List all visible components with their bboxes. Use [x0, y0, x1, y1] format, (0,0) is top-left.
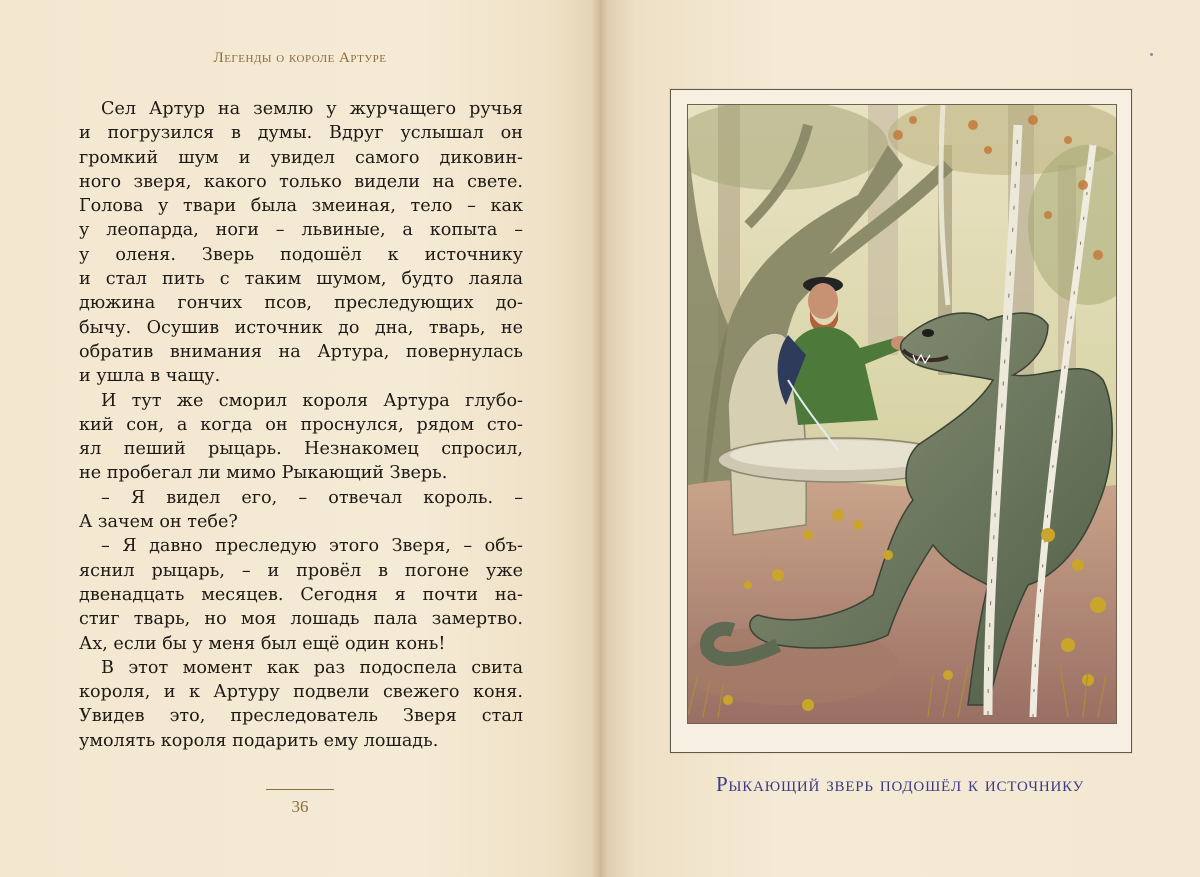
illustration-plate [670, 89, 1132, 753]
page-number: 36 [291, 797, 309, 816]
forest-beast-illustration-icon [687, 104, 1117, 724]
running-head: Легенды о короле Артуре [213, 50, 387, 66]
text-line: Увидев это, преследователь Зверя стал [79, 706, 523, 727]
text-line: – Я давно преследую этого Зверя, – объ- [101, 536, 523, 557]
ink-speck [1150, 53, 1153, 56]
text-line: и ушла в чащу. [79, 366, 221, 387]
text-line: у оленя. Зверь подошёл к источнику [79, 244, 523, 265]
text-line: двенадцать месяцев. Сегодня я почти на- [79, 584, 523, 605]
text-line: и погрузился в думы. Вдруг услышал он [79, 123, 523, 144]
text-line: у леопарда, ноги – львиные, а копыта – [79, 220, 523, 241]
text-line: яснил рыцарь, – и провёл в погоне уже [79, 560, 523, 581]
text-line: бычу. Осушив источник до дна, тварь, не [79, 317, 523, 338]
text-line: кий сон, а когда он проснулся, рядом сто- [79, 414, 523, 435]
text-line: стиг тварь, но моя лошадь пала замертво. [79, 609, 523, 630]
body-text [79, 97, 523, 753]
text-line: В этот момент как раз подоспела свита [101, 657, 523, 678]
text-line: Ах, если бы у меня был ещё один конь! [79, 633, 446, 654]
text-line: не пробегал ли мимо Рыкающий Зверь. [79, 463, 448, 484]
text-line: и стал пить с таким шумом, будто лаяла [79, 269, 523, 290]
text-line: – Я видел его, – отвечал король. – [101, 487, 523, 508]
text-line: умолять короля подарить ему лошадь. [79, 730, 439, 751]
text-line: ного зверя, какого только видели на свете. [79, 171, 523, 192]
text-line: Голова у твари была змеиная, тело – как [79, 196, 523, 217]
illustration-caption: Рыкающий зверь подошёл к источнику [715, 772, 1085, 796]
text-line: громкий шум и увидел самого диковин- [79, 147, 523, 168]
text-line: короля, и к Артуру подвели свежего коня. [79, 682, 523, 703]
folio-rule [266, 789, 334, 790]
text-line: обратив внимания на Артура, повернулась [79, 341, 523, 362]
text-line: И тут же сморил короля Артура глубо- [101, 390, 523, 411]
text-line: А зачем он тебе? [79, 512, 238, 533]
text-line: ял пеший рыцарь. Незнакомец спросил, [79, 439, 523, 460]
text-line: Сел Артур на землю у журчащего ручья [101, 99, 523, 119]
text-line: дюжина гончих псов, преследующих до- [79, 293, 523, 314]
gutter-shadow [592, 0, 608, 877]
right-page [600, 0, 1200, 877]
